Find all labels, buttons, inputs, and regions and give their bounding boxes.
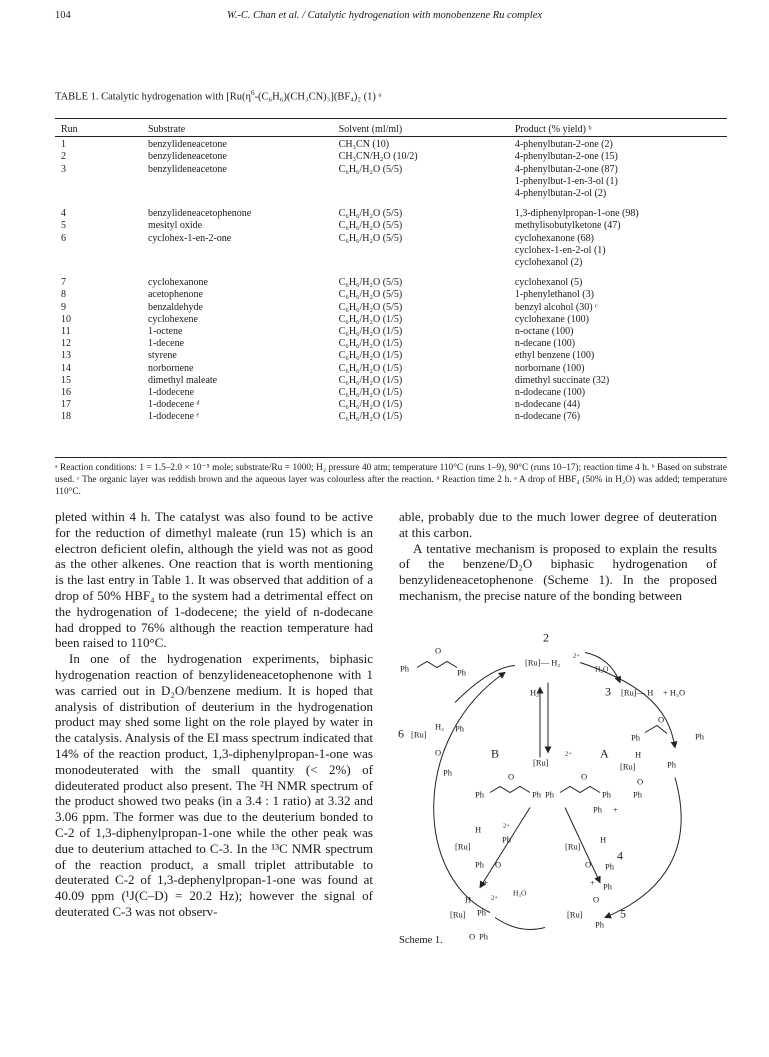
solvent-cell: CH₃CN (10) [338,139,390,151]
table-row [55,302,727,314]
cycle-arc-left [434,673,505,913]
substrate-cell: mesityl oxide [147,220,203,232]
oxygen-label: O [435,747,442,758]
col-solvent: Solvent (ml/ml) [338,124,403,135]
solvent-cell: C₆H₆/H₂O (1/5) [338,326,403,338]
h2o-label: H₂O [595,664,609,674]
table-row [55,375,727,387]
h3o-label: + H₃O [663,687,686,698]
scheme-caption: Scheme 1. [399,935,443,946]
substrate-cell: 1-dodecene [147,387,195,399]
table-row [55,350,727,362]
ph-label: Ph [631,732,640,743]
table-row [55,314,727,326]
table-row [55,326,727,338]
col-run: Run [61,124,78,135]
substrate-cell: acetophenone [147,289,203,301]
run-cell: 14 [61,362,71,374]
product-cell [515,326,727,338]
ru-h-label: [Ru]— H [621,687,654,698]
table-bottom-rule [55,457,727,458]
product-cell [515,338,727,350]
run-cell: 11 [61,326,71,338]
ph-label: Ph [400,663,409,674]
row-spacer [55,200,727,208]
h-label: H [475,824,482,835]
ph-label: Ph [457,667,466,678]
product-line: 4-phenylbutan-2-one (15) [514,151,618,163]
oxygen-label: O [508,771,515,782]
product-cell [515,411,727,423]
pathway-b-label: B [491,746,500,761]
solvent-cell: C₆H₆/H₂O (1/5) [338,387,403,399]
table-row [55,220,727,232]
compound-number: 2 [543,630,549,645]
oxygen-label: O [435,645,442,656]
product-line: benzyl alcohol (30) ᶜ [514,301,598,313]
oxygen-label: O [581,771,588,782]
run-cell: 3 [61,163,66,175]
ph-label: Ph [595,919,604,930]
product-zigzag-b [490,787,530,793]
substrate-cell: 1-dodecene ᵉ [147,411,200,423]
h-label: H [600,834,607,845]
table-header-row [55,124,727,139]
substrate-cell: cyclohexene [147,313,198,325]
solvent-cell: CH₃CN/H₂O (10/2) [338,151,418,163]
solvent-cell: C₆H₆/H₂O (5/5) [338,277,403,289]
solvent-cell: C₆H₆/H₂O (1/5) [338,374,403,386]
product-cell [515,350,727,362]
run-cell: 18 [61,411,71,423]
solvent-cell: C₆H₆/H₂O (1/5) [338,313,403,325]
ph-label: Ph [475,789,484,800]
arrow-to-5b [480,808,530,888]
product-line: cyclohexanol (2) [514,257,583,269]
charge-label: + [483,877,488,888]
charge-label: 2+ [503,822,510,830]
product-line: 4-phenylbutan-2-one (2) [514,139,613,151]
run-cell: 6 [61,232,66,244]
pathway-a-label: A [600,746,609,761]
charge-label: 2+ [573,652,580,660]
product-zigzag-a [560,787,600,793]
oxygen-label: O [495,859,502,870]
product-line: ethyl benzene (100) [514,350,595,362]
solvent-cell: C₆H₆/H₂O (1/5) [338,411,403,423]
run-cell: 16 [61,387,71,399]
product-line: methylisobutylketone (47) [514,220,621,232]
ru-center-label: [Ru] [533,757,549,768]
solvent-cell: C₆H₆/H₂O (5/5) [338,289,403,301]
table-row [55,277,727,289]
cycle-arc-right [605,778,681,918]
ph-label: Ph [602,789,611,800]
col-product: Product (% yield) ᵇ [514,124,592,135]
product-line: norbornane (100) [514,362,585,374]
ph-label: Ph [502,834,511,845]
ru-label: [Ru] [565,841,581,852]
run-cell: 12 [61,338,71,350]
product-cell [515,375,727,387]
solvent-cell: C₆H₆/H₂O (1/5) [338,362,403,374]
solvent-cell: C₆H₆/H₂O (1/5) [338,399,403,411]
substrate-cell: benzylideneacetone [147,151,227,163]
table-row [55,289,727,301]
ph-label: Ph [479,931,488,942]
solvent-cell: C₆H₆/H₂O (1/5) [338,338,403,350]
run-cell: 8 [61,289,66,301]
ru-label: [Ru] [567,909,583,920]
results-table [55,124,727,424]
ru-h2-label: [Ru]— H₂ [525,657,561,668]
product-cell [515,387,727,399]
run-cell: 1 [61,139,66,151]
ru-label: [Ru] [411,729,427,740]
substrate-cell: styrene [147,350,177,362]
oxygen-label: O [658,714,665,725]
scheme-1-diagram [395,620,725,950]
product-line: 4-phenylbutan-2-ol (2) [514,188,607,200]
compound-number: 6 [398,726,404,741]
substrate-cell: 1-decene [147,338,185,350]
run-cell: 17 [61,399,71,411]
page-number: 104 [55,10,71,21]
compound-number: 5 [620,906,626,921]
product-cell [515,289,727,301]
oxygen-label: O [469,931,476,942]
substrate-cell: benzylideneacetophenone [147,208,252,220]
col-substrate: Substrate [147,124,186,135]
product-line: 1-phenylbut-1-en-3-ol (1) [514,175,618,187]
substrate-cell: cyclohex-1-en-2-one [147,232,232,244]
table-row [55,411,727,423]
compound-number: 4 [617,848,623,863]
ph-label: Ph [475,859,484,870]
table-row [55,151,727,163]
table-caption: TABLE 1. Catalytic hydrogenation with [$Ru(\eta^6-(C_6H_6)(CH_3CN)_3](BF_4)_2$ (1) ᵃ [55,89,382,103]
product-line: cyclohexanone (68) [514,232,594,244]
run-cell: 13 [61,350,71,362]
ph-label: Ph [443,767,452,778]
right-column [399,509,717,604]
substrate-cell: benzaldehyde [147,301,203,313]
substrate-cell: benzylideneacetone [147,139,227,151]
h3o-label: H₃O [513,888,527,898]
run-cell: 7 [61,277,66,289]
paragraph: A tentative mechanism is proposed to explain the results of the benzene/D₂O biphasic hydrogenation of benzylideneacetophenone (Scheme 1). In the proposed mechanism, the precise nature of the bonding between [399,540,717,603]
table-row [55,139,727,151]
ru-label: [Ru] [620,761,636,772]
h-label: H [635,749,642,760]
solvent-cell: C₆H₆/H₂O (5/5) [338,220,403,232]
zigzag-3 [645,726,667,734]
product-line: n-decane (100) [514,338,576,350]
paragraph: able, probably due to the much lower degree of deuteration at this carbon. [399,509,717,540]
charge-label: 2+ [565,750,572,758]
product-cell [515,314,727,326]
ph-label: Ph [532,789,541,800]
product-cell [515,151,727,163]
run-cell: 15 [61,374,71,386]
run-cell: 4 [61,208,66,220]
ph-label: Ph [695,731,704,742]
h-label: H [465,894,472,905]
product-line: dimethyl succinate (32) [514,374,610,386]
oxygen-label: O [585,859,592,870]
product-cell [515,363,727,375]
page-header [55,10,714,26]
oxygen-label: O [593,894,600,905]
ph-label: Ph [603,881,612,892]
ru-label: [Ru] [455,841,471,852]
substrate-zigzag [417,662,457,668]
product-cell [515,139,727,151]
row-spacer [55,269,727,277]
solvent-cell: C₆H₆/H₂O (5/5) [338,163,403,175]
substrate-cell: norbornene [147,362,194,374]
charge-label: + [613,804,618,815]
product-line: cyclohexanol (5) [514,277,583,289]
ph-label: Ph [605,861,614,872]
product-cell [515,399,727,411]
product-cell [515,220,727,232]
substrate-cell: cyclohexanone [147,277,208,289]
run-cell: 5 [61,220,66,232]
ph-label: Ph [455,723,464,734]
product-cell [515,233,727,270]
compound-number: 3 [605,684,611,699]
ru-label: [Ru] [450,909,466,920]
substrate-cell: dimethyl maleate [147,374,218,386]
ph-label: Ph [545,789,554,800]
solvent-cell: C₆H₆/H₂O (5/5) [338,232,403,244]
product-line: 4-phenylbutan-2-one (87) [514,163,618,175]
product-line: 1,3-diphenylpropan-1-one (98) [514,208,639,220]
h2-label: H₂ [435,721,445,732]
product-line: n-octane (100) [514,326,574,338]
ph-label: Ph [633,789,642,800]
product-line: 1-phenylethanol (3) [514,289,594,301]
charge-label: + [590,877,595,888]
product-line: n-dodecane (44) [514,399,581,411]
ph-label: Ph [477,907,486,918]
paragraph: In one of the hydrogenation experiments, biphasic hydrogenation reaction of benzylideneacetophenone with 1 was carried out in D₂O/benzene medium. It is hoped that analysis of distribution of deuterium in the hydrogenation product may shed some light on the role played by water in the catalysis. Analysis of the EI mass spectrum indicated that 14% of the reaction product, 1,3-diphenylpropan-1-one was monodeuterated with the small quantity (< 2%) of dideuterated product also present. The ²H NMR spectrum of the product showed two peaks (in a 3.4 : 1 ratio) at 3.32 and 3.06 ppm. The former was due to the deuterium bonded to C-2 of 1,3-diphenylpropan-1-one while the other peak was due to deuterium attached to C-3. In the ¹³C NMR spectrum of the reaction product, a small triplet attributable to deuterated C-2 of 1,3-dephenylpropan-1-one was found at 40.09 ppm (¹J(C–D) = 20.2 Hz); however the signal of deuterated C-3 was not observ- [55,651,373,919]
solvent-cell: C₆H₆/H₂O (5/5) [338,301,403,313]
product-line: cyclohexane (100) [514,313,589,325]
table-row [55,399,727,411]
ph-label: Ph [593,804,602,815]
table-footnotes: ᵃ Reaction conditions: 1 = 1.5–2.0 × 10⁻⁵ mole; substrate/Ru = 1000; H₂ pressure 40 atm; temperature 110°C (runs 1–9), 90°C (runs 10–17); reaction time 4 h. ᵇ Based on substrate used. ᶜ The organic layer was reddish brown and the aqueous layer was colourless after the reaction. ᵈ Reaction time 2 h. ᵉ A drop of HBF₄ (50% in H₂O) was added; temperature 110°C. [55,463,727,497]
ph-label: Ph [667,759,676,770]
table-row [55,387,727,399]
paragraph: pleted within 4 h. The catalyst was also found to be active for the reduction of dimethyl maleate (run 15) which is an electron deficient olefin, although the yield was not as good as the other alkenes. One reaction that is worth mentioning is the last entry in Table 1. It was observed that addition of a drop of 50% HBF₄ to the system had a detrimental effect on the hydrogenation of 1-dodecene; the yield of n-dodecane had dropped to 76% although the reaction temperature had been raised to 110°C. [55,509,373,651]
cycle-arc-bottom [495,918,545,930]
oxygen-label: O [637,776,644,787]
product-line: cyclohex-1-en-2-ol (1) [514,244,606,256]
running-title: W.-C. Chan et al. / Catalytic hydrogenation with monobenzene Ru complex [226,10,543,21]
solvent-cell: C₆H₆/H₂O (1/5) [338,350,403,362]
substrate-cell: benzylideneacetone [147,163,227,175]
table-row [55,164,727,201]
product-line: n-dodecane (100) [514,387,586,399]
substrate-cell: 1-octene [147,326,183,338]
product-line: n-dodecane (76) [514,411,581,423]
charge-label: 2+ [491,894,498,902]
solvent-cell: C₆H₆/H₂O (5/5) [338,208,403,220]
substrate-cell: 1-dodecene ᵈ [147,399,200,411]
cycle-arc-top-right [580,663,675,748]
h2-label: H₂ [530,687,540,698]
table-row [55,233,727,270]
run-cell: 2 [61,151,66,163]
product-cell [515,277,727,289]
run-cell: 9 [61,301,66,313]
product-cell [515,164,727,201]
left-column [55,509,373,920]
product-cell [515,208,727,220]
table-row [55,338,727,350]
table-row [55,363,727,375]
table-top-rule [55,118,727,119]
table-row [55,208,727,220]
product-cell [515,302,727,314]
run-cell: 10 [61,313,71,325]
table-body [55,139,727,423]
